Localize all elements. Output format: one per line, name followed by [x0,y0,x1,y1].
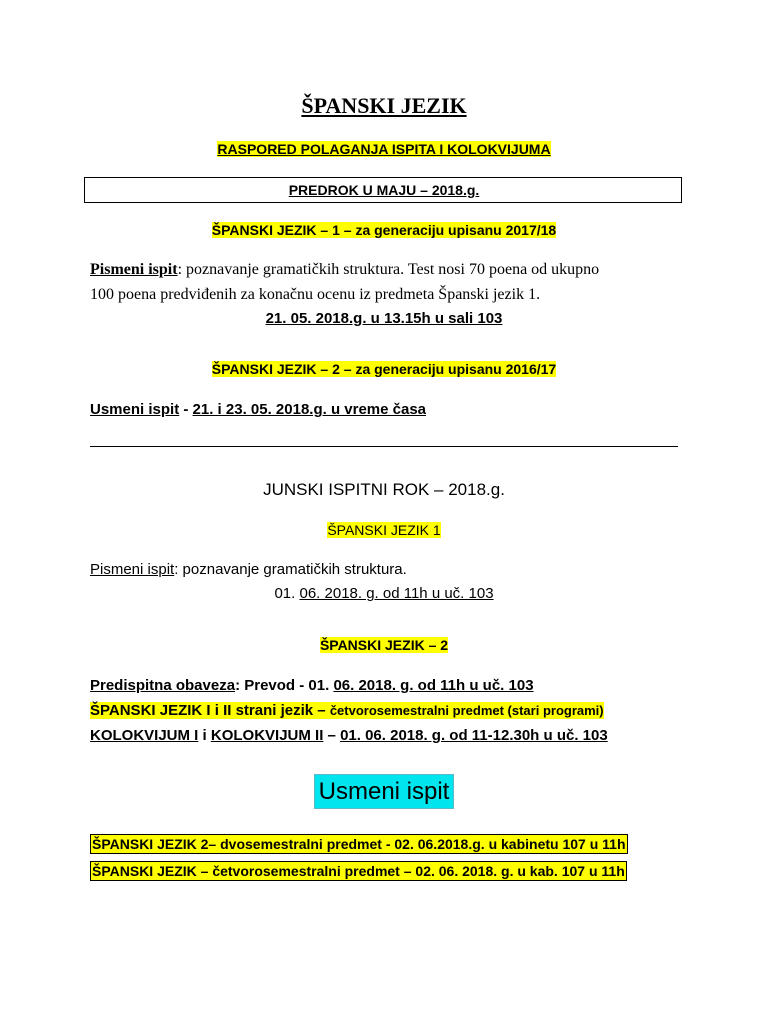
page-subtitle [0,141,768,157]
exam-date-prefix: 01. [274,585,300,602]
june-term-heading-text: JUNSKI ISPITNI ROK – 2018.g. [263,480,505,499]
colloquium-line [90,727,608,744]
page-subtitle-text: RASPORED POLAGANJA ISPITA I KOLOKVIJUMA [217,141,551,157]
colloquium-1: KOLOKVIJUM I [90,727,199,744]
may-term-heading-text: PREDROK U MAJU – 2018.g. [288,182,480,198]
page-title-text: ŠPANSKI JEZIK [301,93,467,118]
pre-exam-obligation [90,677,534,694]
may-term-heading [0,182,768,198]
oral-exam-heading-text: Usmeni ispit [314,774,455,809]
old-programme-course: ŠPANSKI JEZIK I i II strani jezik [90,702,314,719]
june-course1-heading-text: ŠPANSKI JEZIK 1 [327,522,441,538]
exam-date: 21. i 23. 05. 2018.g. u vreme časa [192,401,427,418]
may-course2-heading [0,361,768,377]
colloquium-2: KOLOKVIJUM II [210,727,324,744]
exam-date: 21. 05. 2018.g. u 13.15h u sali 103 [265,310,503,327]
oral-line-2 [90,863,627,879]
exam-text: : poznavanje gramatičkih struktura. [174,561,407,578]
pre-exam-date: 06. 2018. g. od 11h u uč. 103 [333,677,534,694]
section-divider [90,446,678,447]
old-programme-note: četvorosemestralni predmet (stari programi) [329,703,604,718]
oral-exam-heading [0,778,768,806]
separator: – [313,702,330,719]
exam-text: : poznavanje gramatičkih struktura. Test nosi 70 poena od ukupno [177,261,600,278]
old-programme-line [90,702,604,719]
oral-line-1 [90,836,628,852]
june-course2-heading-text: ŠPANSKI JEZIK – 2 [319,637,449,653]
may-course1-exam-line2 [90,286,540,304]
exam-label: Pismeni ispit [90,561,175,578]
june-course1-date [0,585,768,602]
colloquium-date: 01. 06. 2018. g. od 11-12.30h u uč. 103 [340,727,608,744]
pre-exam-label: Predispitna obaveza [90,677,236,694]
june-term-heading [0,480,768,500]
may-course1-heading-text: ŠPANSKI JEZIK – 1 – za generaciju upisanu 2017/18 [211,222,557,238]
june-course2-heading [0,637,768,653]
exam-label: Pismeni ispit [90,261,178,278]
june-course1-exam [90,561,407,578]
exam-date: 06. 2018. g. od 11h u uč. 103 [299,585,494,602]
separator: - [179,401,193,418]
june-course1-heading [0,522,768,538]
pre-exam-text: : Prevod - 01. [235,677,334,694]
exam-label: Usmeni ispit [90,401,180,418]
may-course1-heading [0,222,768,238]
page-title [0,93,768,119]
old-programme-highlight [90,702,604,719]
oral-line-1-text: ŠPANSKI JEZIK 2– dvosemestralni predmet - 02. 06.2018.g. u kabinetu 107 u 11h [92,836,626,852]
may-course2-heading-text: ŠPANSKI JEZIK – 2 – za generaciju upisanu 2016/17 [211,361,557,377]
separator: i [198,727,211,744]
may-course2-exam [90,401,426,418]
may-course1-exam-line1 [90,261,599,279]
oral-line-2-text: ŠPANSKI JEZIK – četvorosemestralni predmet – 02. 06. 2018. g. u kab. 107 u 11h [92,863,625,879]
exam-text: 100 poena predviđenih za konačnu ocenu iz predmeta Španski jezik 1. [90,286,541,303]
separator: – [323,727,341,744]
may-course1-date [0,310,768,327]
